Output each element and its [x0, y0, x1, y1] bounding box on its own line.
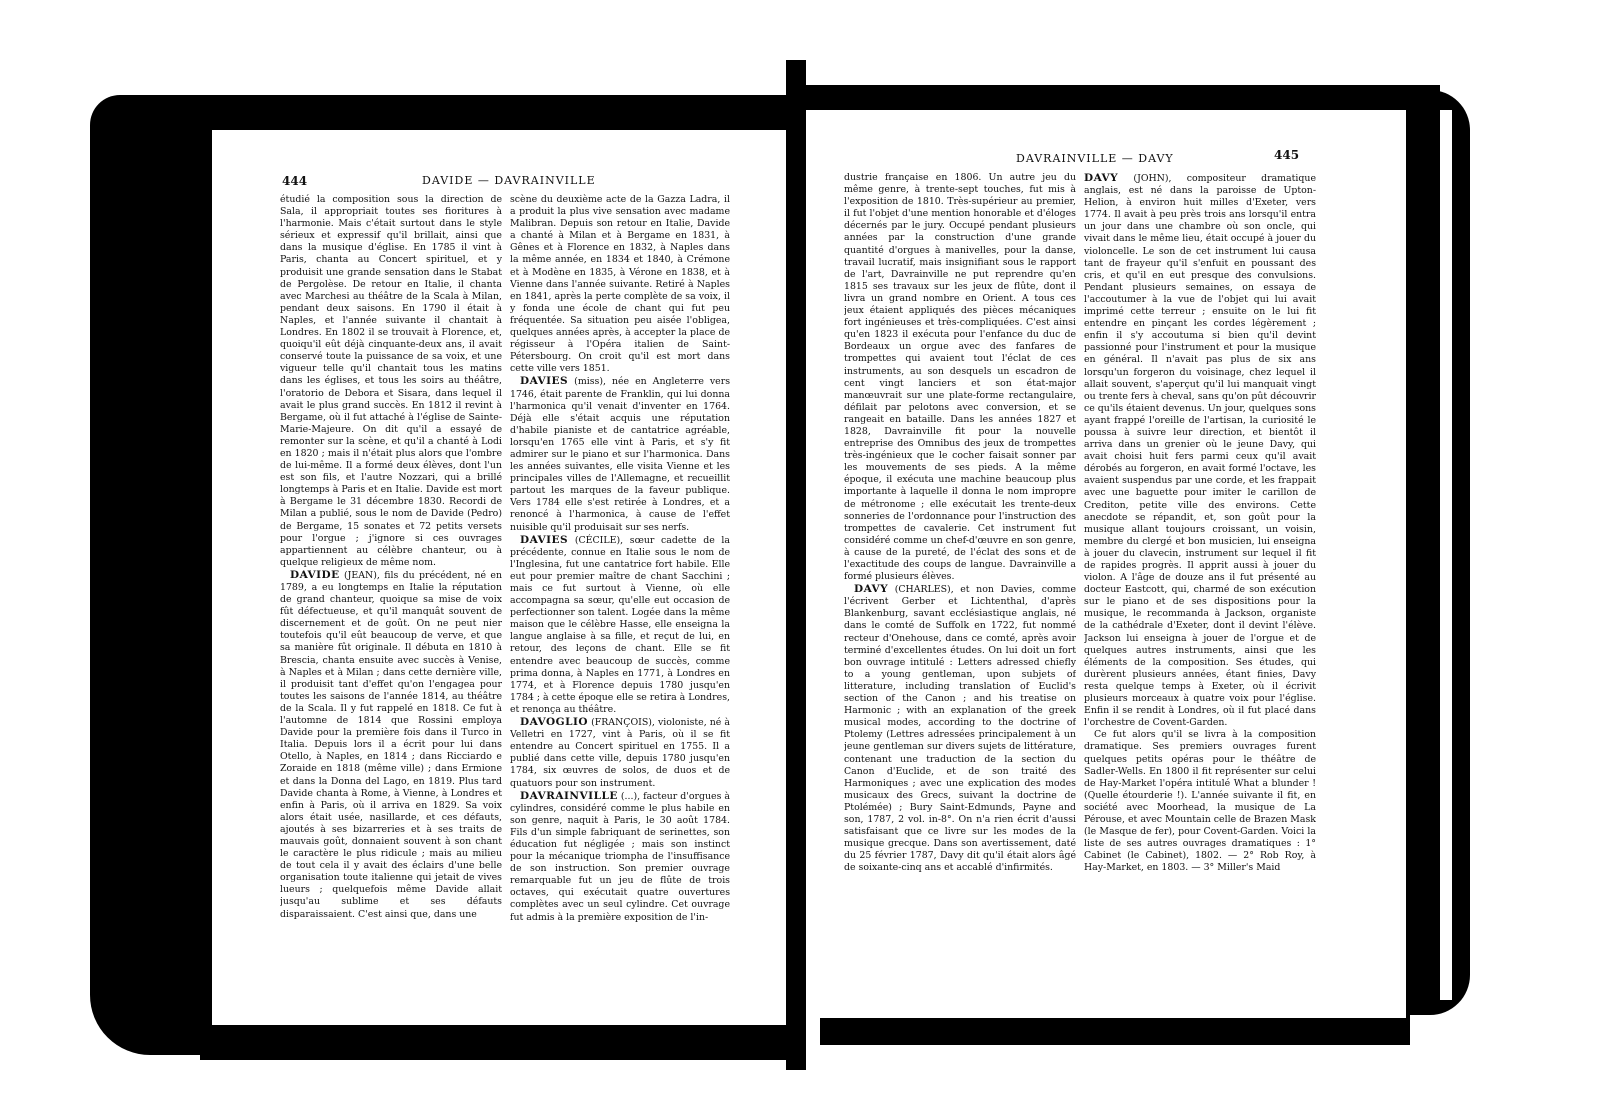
paragraph: scène du deuxième acte de la Gazza Ladra, il a produit la plus vive sensation avec madame Malibran. Depuis son retour en Italie, Davide a chanté à Milan et à Bergame en 1831, à Gênes et à Florence en 1832, à Naples dans la même année, en 1834 et 1840, à Crémone et à Modène en 1835, à Vérone en 1838, et à Vienne dans l'année suivante. Retiré à Naples en 1841, après la perte complète de sa voix, il y fonda une école de chant qui fut peu fréquentée. Sa situation peu aisée l'obligea, quelques années après, à accepter la place de régisseur à l'Opéra italien de Saint-Pétersbourg. On croit qu'il est mort dans cette ville vers 1851.	[510, 194, 730, 375]
paragraph	[844, 583, 1076, 874]
scan-border-bottom-left	[200, 1020, 790, 1060]
column-2	[1084, 172, 1316, 962]
paragraph	[510, 716, 730, 790]
entry-text: (JEAN), fils du précédent, né en 1789, a eu longtemps en Italie la réputation de grand chanteur, quoique sa mise de voix fût défectueuse, et qu'il manquât souvent de discernement et de goût. On ne peut nier toutefois qu'il eût beaucoup de verve, et que sa manière fût originale. Il débuta en 1810 à Brescia, chanta ensuite avec succès à Venise, à Naples et à Milan ; dans cette dernière ville, il produisit tant d'effet qu'on l'engagea pour toutes les saisons de l'année 1814, au théâtre de la Scala. Il y fut rappelé en 1818. Ce fut à l'automne de 1814 que Rossini employa Davide pour la première fois dans il Turco in Italia. Depuis lors il a écrit pour lui dans Otello, à Naples, en 1814 ; dans Ricciardo e Zoraide en 1818 (même ville) ; dans Ermione et dans la Donna del Lago, en 1819. Plus tard Davide chanta à Rome, à Vienne, à Londres et enfin à Paris, où il arriva en 1829. Sa voix alors était usée, nasillarde, et ces défauts, ajoutés à ses bizarreries et à ses traits de mauvais goût, donnaient souvent à son chant le caractère le plus ridicule ; mais au milieu de tout cela il y avait des éclairs d'une belle organisation toute italienne qui jetait de vives lueurs ; quelquefois même Davide allait jusqu'au sublime et ses défauts disparaissaient. C'est ainsi que, dans une	[280, 569, 502, 920]
entry-text: (...), facteur d'orgues à cylindres, considéré comme le plus habile en son genre, naquit à Paris, le 30 août 1784. Fils d'un simple fabriquant de serinettes, son éducation fut négligée ; mais son instinct pour la mécanique triompha de l'insuffisance de son instruction. Son premier ouvrage remarquable fut un jeu de flûte de trois octaves, qui exécutait quatre ouvertures complètes avec un seul cylindre. Cet ouvrage fut admis à la première exposition de l'in-	[510, 790, 730, 923]
page-number: 444	[282, 174, 308, 188]
entry-heading: DAVOGLIO	[520, 716, 589, 729]
page-number: 445	[1274, 148, 1300, 162]
book-spine	[786, 60, 806, 1070]
entry-text: (JOHN), compositeur dramatique anglais, est né dans la paroisse de Upton-Helion, à environ huit milles d'Exeter, vers 1774. Il avait à peu près trois ans lorsqu'il entra un jour dans une chambre où son oncle, qui vivait dans le même lieu, était occupé à jouer du violoncelle. Le son de cet instrument lui causa tant de frayeur qu'il s'enfuit en poussant des cris, et qu'il en eut presque des convulsions. Pendant plusieurs semaines, on essaya de l'accoutumer à la vue de l'objet qui lui avait imprimé cette terreur ; ensuite on le lui fit entendre en pinçant les cordes légèrement ; enfin il s'y accoutuma si bien qu'il devint passionné pour l'instrument et pour la musique en général. Il n'avait pas plus de six ans lorsqu'un forgeron du voisinage, chez lequel il allait souvent, s'aperçut qu'il lui manquait vingt ou trente fers à cheval, sans qu'on pût découvrir ce qu'ils étaient devenus. Un jour, quelques sons ayant frappé l'oreille de l'artisan, la curiosité le poussa à suivre leur direction, et bientôt il arriva dans un grenier où le jeune Davy, qui avait choisi huit fers parmi ceux qu'il avait dérobés au forgeron, en avait formé l'octave, les avaient suspendus par une corde, et les frappait avec une baguette pour imiter le carillon de Crediton, petite ville des environs. Cette anecdote se répandit, et, son goût pour la musique allant toujours croissant, un voisin, membre du clergé et bon musicien, lui enseigna à jouer du clavecin, instrument sur lequel il fit de rapides progrès. Il apprit aussi à jouer du violon. A l'âge de douze ans il fut présenté au docteur Eastcott, qui, charmé de son exécution sur le piano et de ses dispositions pour la musique, le recommanda à Jackson, organiste de la cathédrale d'Exeter, dont il devint l'élève. Jackson lui enseigna à jouer de l'orgue et de quelques autres instruments, ainsi que les éléments de la composition. Ses études, qui durèrent plusieurs années, étant finies, Davy resta quelque temps à Exeter, où il écrivit plusieurs morceaux à quatre voix pour l'église. Enfin il se rendit à Londres, où il fut placé dans l'orchestre de Covent-Garden.	[1084, 173, 1316, 729]
paragraph: Ce fut alors qu'il se livra à la composition dramatique. Ses premiers ouvrages furent quelques petits opéras pour le théâtre de Sadler-Wells. En 1800 il fit représenter sur celui de Hay-Market l'opéra intitulé What a blunder ! (Quelle étourderie !). L'année suivante il fit, en société avec Moorhead, la musique de La Pérouse, et avec Mountain celle de Brazen Mask (le Masque de fer), pour Covent-Garden. Voici la liste de ses autres ouvrages dramatiques : 1° Cabinet (le Cabinet), 1802. — 2° Rob Roy, à Hay-Market, en 1803. — 3° Miller's Maid	[1084, 729, 1316, 874]
left-page	[212, 130, 786, 1025]
entry-heading: DAVIDE	[290, 568, 340, 581]
column-1	[280, 194, 502, 1024]
paragraph: dustrie française en 1806. Un autre jeu du même genre, à trente-sept touches, fut mis à l'exposition de 1810. Très-supérieur au premier, il fut l'objet d'une mention honorable et d'éloges décernés par le jury. Occupé pendant plusieurs années par la construction d'une grande quantité d'orgues à manivelles, pour la danse, travail lucratif, mais insignifiant sous le rapport de l'art, Davrainville ne put reprendre qu'en 1815 ses travaux sur les jeux de flûte, dont il livra un grand nombre en Orient. A tous ces jeux étaient appliqués des pièces mécaniques fort ingénieuses et très-compliquées. C'est ainsi qu'en 1823 il exécuta pour l'enfance du duc de Bordeaux un orgue avec des fanfares de trompettes qui avaient tout l'éclat de ces instruments, au son desquels un escadron de cent vingt lanciers et son état-major manœuvrait sur une plate-forme rectangulaire, défilait par pelotons avec conversion, et se rangeait en bataille. Dans les années 1827 et 1828, Davrainville fit pour la nouvelle entreprise des Omnibus des jeux de trompettes très-ingénieux que le cocher faisait sonner par les mouvements de ses pieds. A la même époque, il exécuta une machine beaucoup plus importante à laquelle il donna le nom impropre de métronome ; elle exécutait les trente-deux sonneries de l'ordonnance pour l'instruction des trompettes de cavalerie. Cet instrument fut considéré comme un chef-d'œuvre en son genre, à cause de la pureté, de l'éclat des sons et de l'exactitude des coups de langue. Davrainville a formé plusieurs élèves.	[844, 172, 1076, 583]
entry-heading: DAVIES	[520, 533, 569, 546]
paragraph	[510, 375, 730, 533]
entry-text: (FRANÇOIS), violoniste, né à Velletri en 1727, vint à Paris, où il se fit entendre au Concert spirituel en 1755. Il a publié dans cette ville, depuis 1780 jusqu'en 1784, six œuvres de solos, de duos et de quatuors pour son instrument.	[510, 717, 730, 789]
running-head: DAVRAINVILLE — DAVY	[1016, 152, 1174, 165]
paragraph	[510, 534, 730, 716]
entry-heading: DAVRAINVILLE	[520, 789, 618, 802]
column-1	[844, 172, 1076, 962]
entry-heading: DAVY	[854, 583, 889, 596]
column-2	[510, 194, 730, 1024]
entry-heading: DAVY	[1084, 172, 1119, 184]
entry-text: (miss), née en Angleterre vers 1746, était parente de Franklin, qui lui donna l'harmonica qu'il venait d'inventer en 1764. Déjà elle s'était acquis une réputation d'habile pianiste et de cantatrice agréable, lorsqu'en 1765 elle vint à Paris, et s'y fit admirer sur le piano et sur l'harmonica. Dans les années suivantes, elle visita Vienne et les principales villes de l'Allemagne, et recueillit partout les marques de la faveur publique. Vers 1784 elle s'est retirée à Londres, et a renoncé à l'harmonica, à cause de l'effet nuisible qu'il produisait sur ses nerfs.	[510, 376, 730, 533]
entry-heading: DAVIES	[520, 375, 569, 388]
paragraph: étudié la composition sous la direction de Sala, il appropriait toutes ses fioritures à l'harmonie. Mais c'était surtout dans le style sérieux et expressif qu'il brillait, ainsi que dans la musique d'église. En 1785 il vint à Paris, chanta au Concert spirituel, et y produisit une grande sensation dans le Stabat de Pergolèse. De retour en Italie, il chanta avec Marchesi au théâtre de la Scala à Milan, pendant deux saisons. En 1790 il était à Naples, et l'année suivante il chantait à Londres. En 1802 il se trouvait à Florence, et, quoiqu'il eût déjà cinquante-deux ans, il avait conservé toute la puissance de sa voix, et une vigueur telle qu'il chantait tous les matins dans les églises, et tous les soirs au théâtre, l'oratorio de Debora et Sisara, dans lequel il avait le plus grand succès. En 1812 il revint à Bergame, où il fut attaché à l'église de Sainte-Marie-Majeure. On dit qu'il a essayé de remonter sur la scène, et qu'il a chanté à Lodi en 1820 ; mais il n'était plus alors que l'ombre de lui-même. Il a formé deux élèves, dont l'un est son fils, et l'autre Nozzari, qui a brillé longtemps à Paris et en Italie. Davide est mort à Bergame le 31 décembre 1830. Recordi de Milan a publié, sous le nom de Davide (Pedro) de Bergame, 15 sonates et 72 petits versets pour l'orgue ; j'ignore si ces ouvrages appartiennent au célèbre chanteur, ou à quelque religieux de même nom.	[280, 194, 502, 568]
paragraph	[1084, 172, 1316, 729]
right-page	[806, 110, 1406, 1018]
scan-border-left	[90, 95, 220, 1055]
entry-text: (CHARLES), et non Davies, comme l'écrivent Gerber et Lichtenthal, d'après Blankenburg, savant ecclésiastique anglais, né dans le comté de Suffolk en 1722, fut nommé recteur d'Onehouse, dans ce comté, après avoir terminé d'excellentes études. On lui doit un fort bon ouvrage intitulé : Letters adressed chiefly to a young gentleman, upon subjets of litterature, including translation of Euclid's section of the Canon ; and his treatise on Harmonic ; with an explanation of the greek musical modes, according to the doctrine of Ptolemy (Lettres adressées principalement à un jeune gentleman sur divers sujets de littérature, contenant une traduction de la section du Canon d'Euclide, et de son traité des Harmoniques ; avec une explication des modes musicaux des Grecs, suivant la doctrine de Ptolémée) ; Bury Saint-Edmunds, Payne and son, 1787, 2 vol. in-8°. On n'a rien écrit d'aussi satisfaisant que ce livre sur les modes de la musique grecque. Dans son avertissement, daté du 25 février 1787, Davy dit qu'il était alors âgé de soixante-cinq ans et accablé d'infirmités.	[844, 584, 1076, 874]
entry-text: (CÉCILE), sœur cadette de la précédente, connue en Italie sous le nom de l'Inglesina, fut une cantatrice fort habile. Elle eut pour premier maître de chant Sacchini ; mais ce fut surtout à Vienne, où elle accompagna sa sœur, qu'elle eut occasion de perfectionner son talent. Logée dans la même maison que le célèbre Hasse, elle enseigna la langue anglaise à sa fille, et reçut de lui, en retour, des leçons de chant. Elle se fit entendre avec beaucoup de succès, comme prima donna, à Naples en 1771, à Londres en 1774, et à Florence depuis 1780 jusqu'en 1784 ; à cette époque elle se retira à Londres, et renonça au théâtre.	[510, 534, 730, 715]
running-head: DAVIDE — DAVRAINVILLE	[422, 174, 596, 187]
paragraph	[280, 569, 502, 921]
scan-border-right	[1395, 90, 1470, 1015]
page-edges	[1440, 110, 1452, 1000]
scan-border-top-left	[180, 95, 790, 135]
paragraph	[510, 790, 730, 924]
